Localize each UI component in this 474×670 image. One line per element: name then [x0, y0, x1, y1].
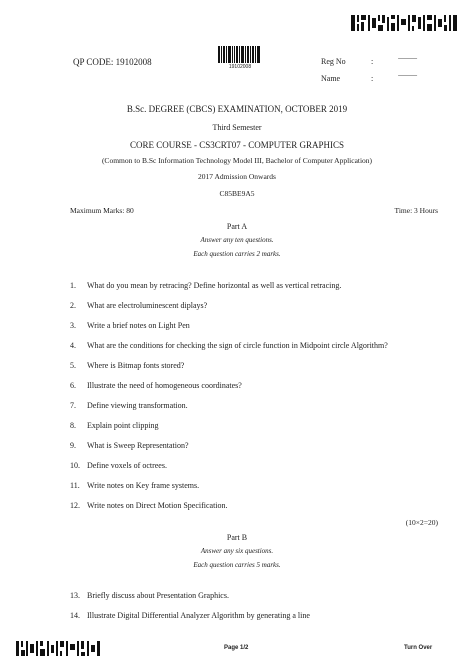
name-label: Name	[321, 74, 341, 83]
question-8: 8. Explain point clipping	[70, 421, 159, 430]
question-3: 3. Write a brief notes on Light Pen	[70, 321, 190, 330]
question-10: 10. Define voxels of octrees.	[70, 461, 167, 470]
page-number: Page 1/2	[224, 645, 249, 651]
exam-title: B.Sc. DEGREE (CBCS) EXAMINATION, OCTOBER 2019	[126, 104, 348, 114]
question-6: 6. Illustrate the need of homogeneous coordinates?	[70, 381, 242, 390]
reg-no-label: Reg No	[321, 57, 346, 66]
part-a-total: (10×2=20)	[405, 518, 438, 527]
semester: Third Semester	[212, 123, 262, 132]
question-11: 11. Write notes on Key frame systems.	[70, 481, 200, 490]
name-field[interactable]: ...................	[398, 72, 417, 78]
common-note: (Common to B.Sc Information Technology Model III, Bachelor of Computer Application)	[101, 156, 373, 165]
admission-note: 2017 Admission Onwards	[198, 172, 276, 181]
part-a-instruction-2: Each question carries 2 marks.	[193, 250, 281, 258]
question-12: 12. Write notes on Direct Motion Specification.	[70, 501, 228, 510]
part-b-title: Part B	[226, 533, 248, 542]
question-13: 13. Briefly discuss about Presentation Graphics.	[70, 591, 229, 600]
center-barcode	[218, 46, 260, 63]
barcode-number: 19102008	[228, 64, 252, 70]
question-9: 9. What is Sweep Representation?	[70, 441, 189, 450]
question-2: 2. What are electroluminescent diplays?	[70, 301, 208, 310]
qp-code: QP CODE: 19102008	[73, 57, 152, 67]
part-b-instruction-1: Answer any six questions.	[200, 547, 274, 555]
paper-code: C85BE9A5	[219, 189, 255, 198]
part-a-instruction-1: Answer any ten questions.	[200, 236, 274, 244]
reg-no-colon: :	[371, 57, 374, 66]
name-colon: :	[371, 74, 374, 83]
max-marks: Maximum Marks: 80	[70, 206, 134, 215]
turn-over: Turn Over	[404, 645, 433, 651]
time-allowed: Time: 3 Hours	[394, 206, 438, 215]
question-5: 5. Where is Bitmap fonts stored?	[70, 361, 185, 370]
question-7: 7. Define viewing transformation.	[70, 401, 188, 410]
reg-no-field[interactable]: ...................	[398, 55, 417, 61]
part-a-title: Part A	[226, 222, 248, 231]
part-b-instruction-2: Each question carries 5 marks.	[193, 561, 281, 569]
course-title: CORE COURSE - CS3CRT07 - COMPUTER GRAPHICS	[130, 140, 344, 150]
top-right-barcode	[349, 13, 459, 33]
question-1: 1. What do you mean by retracing? Define horizontal as well as vertical retracing.	[70, 281, 342, 290]
footer-barcode	[16, 641, 102, 656]
question-4: 4. What are the conditions for checking the sign of circle function in Midpoint circle Algorithm?	[70, 341, 388, 350]
question-14: 14. Illustrate Digital Differential Analyzer Algorithm by generating a line	[70, 611, 310, 620]
